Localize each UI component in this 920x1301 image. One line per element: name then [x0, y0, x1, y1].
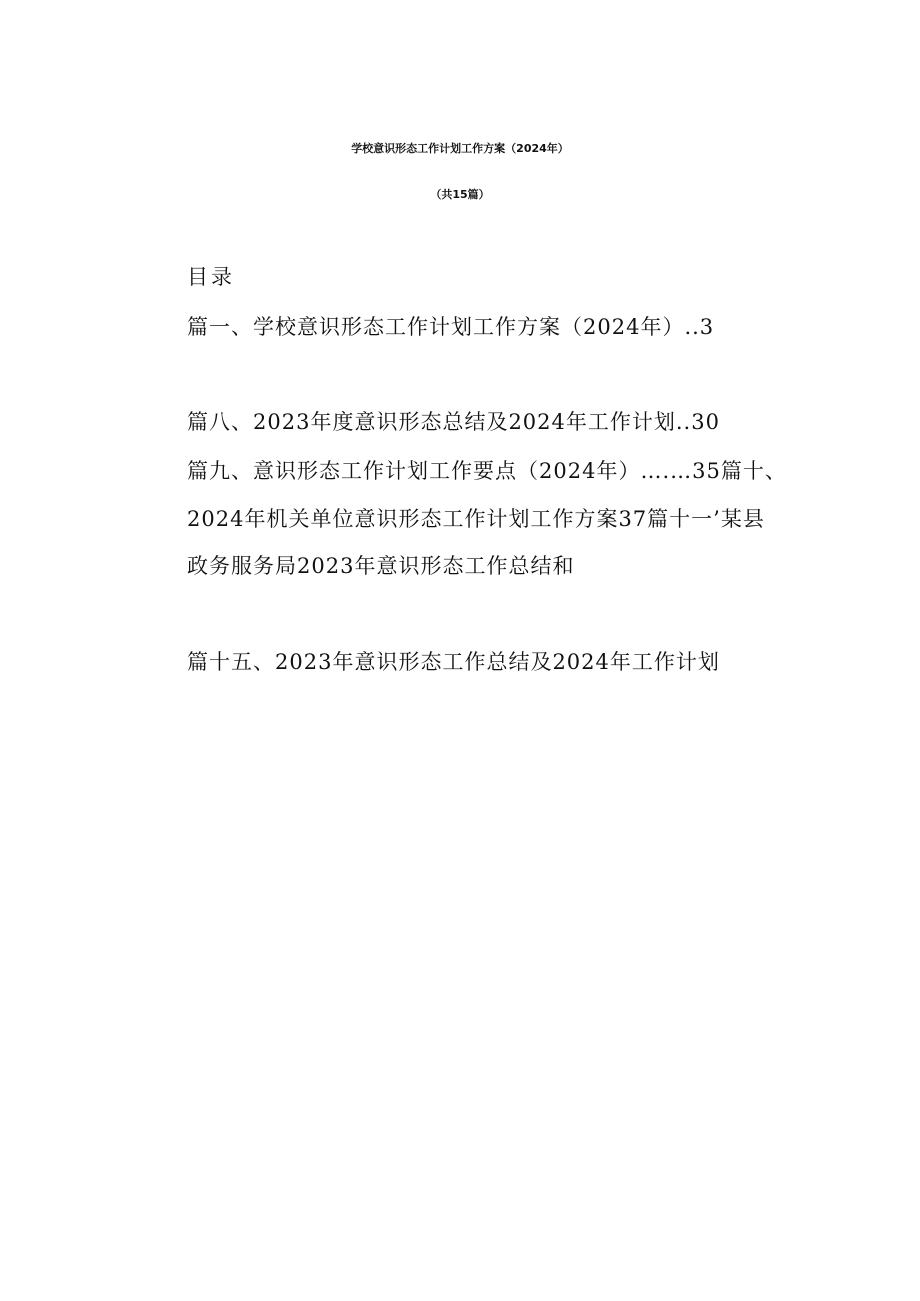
document-subtitle: （共15篇）	[430, 188, 490, 201]
toc-entry-15[interactable]: 篇十五、2023年意识形态工作总结及2024年工作计划	[187, 650, 720, 674]
toc-entry-10[interactable]: 2024年机关单位意识形态工作计划工作方案37篇十一’某县	[187, 507, 765, 531]
toc-entry-11[interactable]: 政务服务局2023年意识形态工作总结和	[187, 554, 575, 578]
toc-entry-9[interactable]: 篇九、意识形态工作计划工作要点（2024年）….…35篇十、	[187, 459, 787, 483]
toc-entry-1[interactable]: 篇一、学校意识形态工作计划工作方案（2024年）..3	[187, 315, 715, 339]
toc-entry-8[interactable]: 篇八、2023年度意识形态总结及2024年工作计划..30	[187, 410, 720, 434]
document-title: 学校意识形态工作计划工作方案（2024年）	[351, 142, 569, 155]
toc-heading: 目录	[187, 265, 235, 289]
